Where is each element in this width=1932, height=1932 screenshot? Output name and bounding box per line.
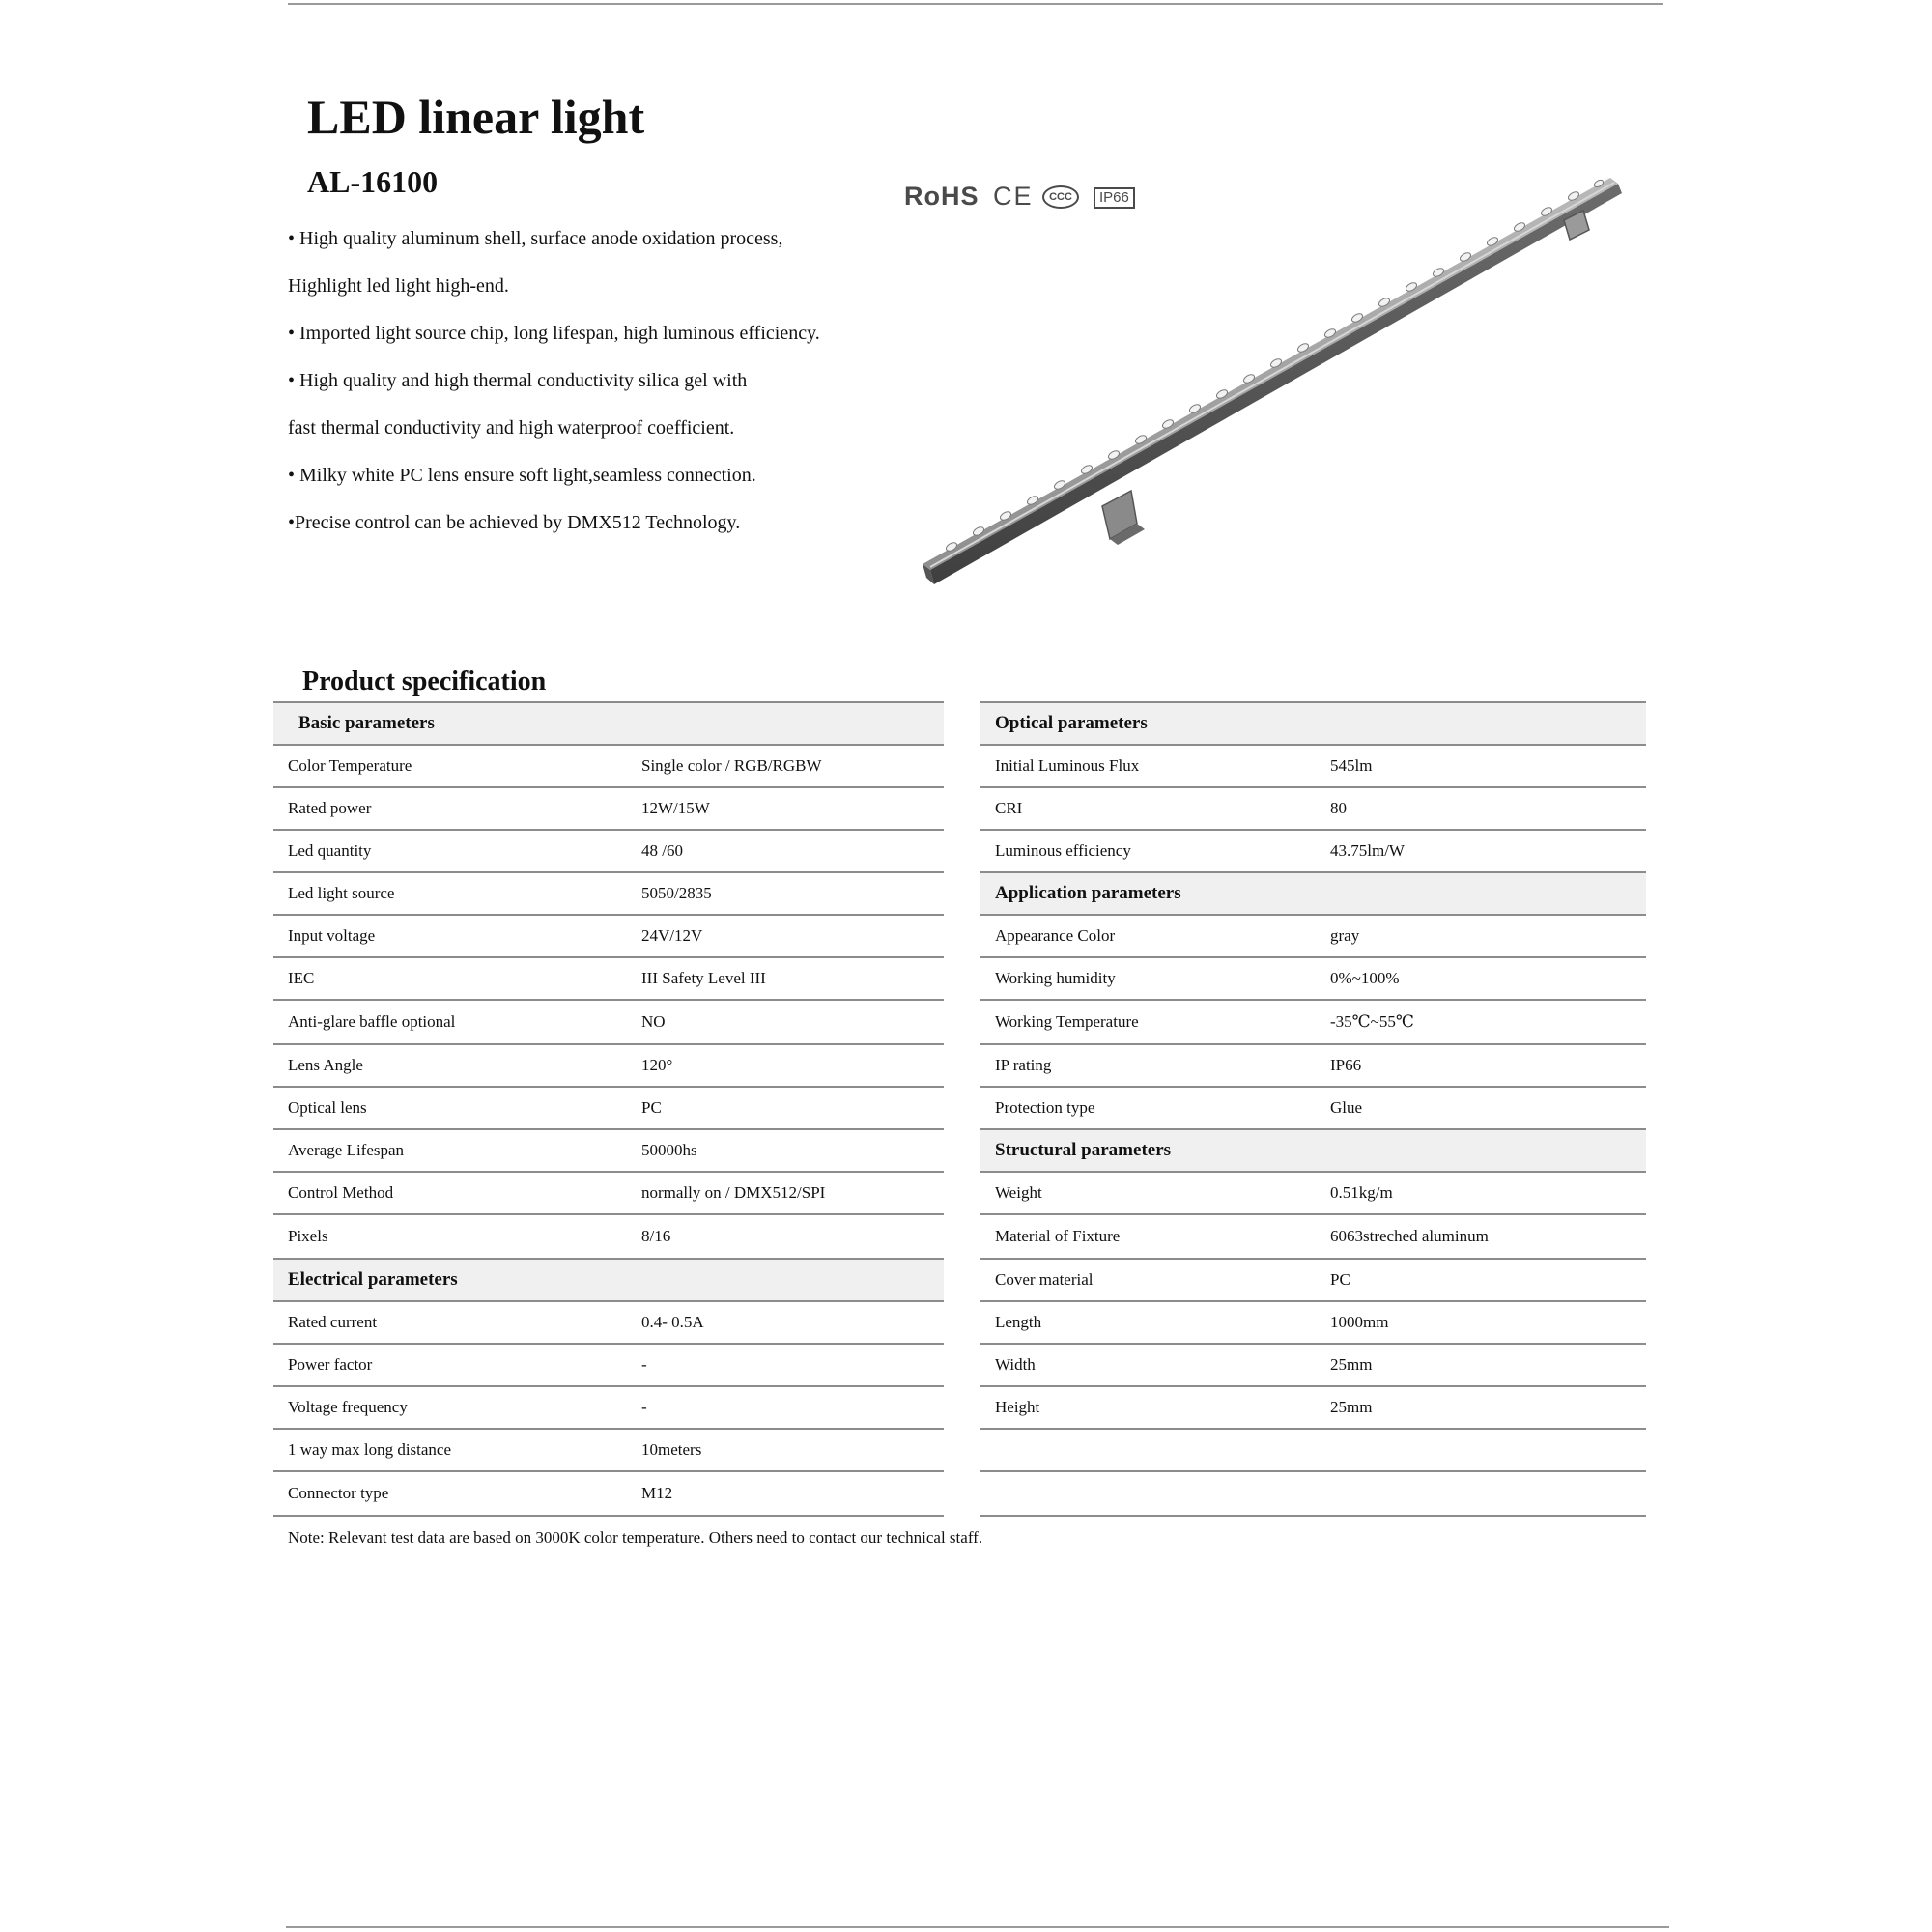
feature-line: • High quality aluminum shell, surface anode oxidation process, [288, 228, 783, 249]
table-row [273, 745, 944, 787]
table-row [273, 1344, 944, 1386]
ccc-logo: CCC [1042, 185, 1079, 209]
table-section-header [273, 1259, 944, 1301]
spec-table-right [980, 701, 1646, 1517]
param-value: PC [1316, 1259, 1646, 1301]
param-label: Led light source [273, 872, 627, 915]
table-row [273, 1429, 944, 1471]
optical-parameters-header: Optical parameters [980, 702, 1646, 745]
param-label: Appearance Color [980, 915, 1316, 957]
param-label: Led quantity [273, 830, 627, 872]
param-value: 8/16 [627, 1214, 944, 1259]
param-label: Material of Fixture [980, 1214, 1316, 1259]
table-row [980, 957, 1646, 1000]
table-row [273, 1087, 944, 1129]
param-label: Average Lifespan [273, 1129, 627, 1172]
empty-cell [1316, 1429, 1646, 1471]
param-value: 0.51kg/m [1316, 1172, 1646, 1214]
param-value: 120° [627, 1044, 944, 1087]
param-value: 0.4- 0.5A [627, 1301, 944, 1344]
rohs-logo: RoHS [904, 182, 980, 211]
param-value: Glue [1316, 1087, 1646, 1129]
application-parameters-header: Application parameters [980, 872, 1646, 915]
param-label: Length [980, 1301, 1316, 1344]
table-row [273, 872, 944, 915]
table-section-header [980, 1129, 1646, 1172]
param-label: Weight [980, 1172, 1316, 1214]
table-row [273, 1172, 944, 1214]
param-value: 48 /60 [627, 830, 944, 872]
table-row [980, 1087, 1646, 1129]
electrical-parameters-header: Electrical parameters [273, 1259, 944, 1301]
param-value: - [627, 1344, 944, 1386]
param-value: 12W/15W [627, 787, 944, 830]
table-row [980, 745, 1646, 787]
param-label: Luminous efficiency [980, 830, 1316, 872]
param-value: 10meters [627, 1429, 944, 1471]
model-number: AL-16100 [307, 164, 439, 199]
param-label: Input voltage [273, 915, 627, 957]
param-label: IP rating [980, 1044, 1316, 1087]
table-row [980, 1259, 1646, 1301]
param-label: Pixels [273, 1214, 627, 1259]
empty-cell [980, 1429, 1316, 1471]
param-label: Optical lens [273, 1087, 627, 1129]
spec-table-left [273, 701, 944, 1517]
param-value: - [627, 1386, 944, 1429]
structural-parameters-header: Structural parameters [980, 1129, 1646, 1172]
param-value: 0%~100% [1316, 957, 1646, 1000]
param-label: Connector type [273, 1471, 627, 1516]
param-label: Working Temperature [980, 1000, 1316, 1044]
param-value: 80 [1316, 787, 1646, 830]
param-value: PC [627, 1087, 944, 1129]
ce-logo: CE [993, 182, 1034, 211]
param-label: Cover material [980, 1259, 1316, 1301]
feature-line: •Precise control can be achieved by DMX512 Technology. [288, 512, 741, 533]
param-label: Width [980, 1344, 1316, 1386]
table-row [273, 1386, 944, 1429]
param-value: 1000mm [1316, 1301, 1646, 1344]
table-row [980, 1044, 1646, 1087]
param-label: Voltage frequency [273, 1386, 627, 1429]
param-value: 545lm [1316, 745, 1646, 787]
table-row [273, 1214, 944, 1259]
param-value: 25mm [1316, 1386, 1646, 1429]
feature-line: • Milky white PC lens ensure soft light,seamless connection. [288, 465, 756, 486]
spec-section-title: Product specification [302, 667, 547, 696]
table-row [980, 1344, 1646, 1386]
basic-parameters-header: Basic parameters [273, 702, 944, 745]
table-row [273, 957, 944, 1000]
table-row [980, 1000, 1646, 1044]
table-row [980, 1386, 1646, 1429]
bottom-rule [286, 1926, 1669, 1928]
param-value: NO [627, 1000, 944, 1044]
table-row [980, 1301, 1646, 1344]
table-row-empty [980, 1429, 1646, 1471]
param-label: Lens Angle [273, 1044, 627, 1087]
table-row [273, 1000, 944, 1044]
param-label: Color Temperature [273, 745, 627, 787]
empty-cell [1316, 1471, 1646, 1516]
param-value: III Safety Level III [627, 957, 944, 1000]
table-row [980, 1172, 1646, 1214]
table-row [980, 1214, 1646, 1259]
param-label: IEC [273, 957, 627, 1000]
table-row [980, 787, 1646, 830]
param-value: normally on / DMX512/SPI [627, 1172, 944, 1214]
table-row [273, 915, 944, 957]
feature-line: Highlight led light high-end. [288, 275, 509, 297]
param-value: gray [1316, 915, 1646, 957]
param-value: 50000hs [627, 1129, 944, 1172]
param-value: 6063streched aluminum [1316, 1214, 1646, 1259]
empty-cell [980, 1471, 1316, 1516]
param-value: -35℃~55℃ [1316, 1000, 1646, 1044]
ip66-logo: IP66 [1094, 187, 1135, 209]
led-linear-light-image [923, 174, 1628, 618]
table-row [273, 1301, 944, 1344]
feature-line: • Imported light source chip, long lifespan, high luminous efficiency. [288, 323, 820, 344]
param-value: 5050/2835 [627, 872, 944, 915]
table-section-header [980, 702, 1646, 745]
param-value: M12 [627, 1471, 944, 1516]
param-value: 43.75lm/W [1316, 830, 1646, 872]
param-label: Anti-glare baffle optional [273, 1000, 627, 1044]
param-label: CRI [980, 787, 1316, 830]
table-row-empty [980, 1471, 1646, 1516]
feature-line: fast thermal conductivity and high waterproof coefficient. [288, 417, 735, 439]
param-label: Control Method [273, 1172, 627, 1214]
param-value: 25mm [1316, 1344, 1646, 1386]
param-label: Protection type [980, 1087, 1316, 1129]
table-row [273, 1471, 944, 1516]
param-label: Working humidity [980, 957, 1316, 1000]
param-value: IP66 [1316, 1044, 1646, 1087]
table-row [980, 830, 1646, 872]
feature-list [288, 222, 820, 554]
table-row [273, 787, 944, 830]
table-row [273, 830, 944, 872]
table-row [273, 1129, 944, 1172]
top-rule [288, 3, 1663, 5]
feature-line: • High quality and high thermal conductivity silica gel with [288, 370, 748, 391]
param-value: Single color / RGB/RGBW [627, 745, 944, 787]
param-label: 1 way max long distance [273, 1429, 627, 1471]
param-label: Rated power [273, 787, 627, 830]
footnote: Note: Relevant test data are based on 3000K color temperature. Others need to contact our technical staff. [288, 1528, 983, 1547]
table-section-header [980, 872, 1646, 915]
param-label: Rated current [273, 1301, 627, 1344]
product-title: LED linear light [307, 90, 645, 144]
param-label: Height [980, 1386, 1316, 1429]
table-section-header [273, 702, 944, 745]
param-value: 24V/12V [627, 915, 944, 957]
table-row [273, 1044, 944, 1087]
param-label: Initial Luminous Flux [980, 745, 1316, 787]
table-row [980, 915, 1646, 957]
param-label: Power factor [273, 1344, 627, 1386]
